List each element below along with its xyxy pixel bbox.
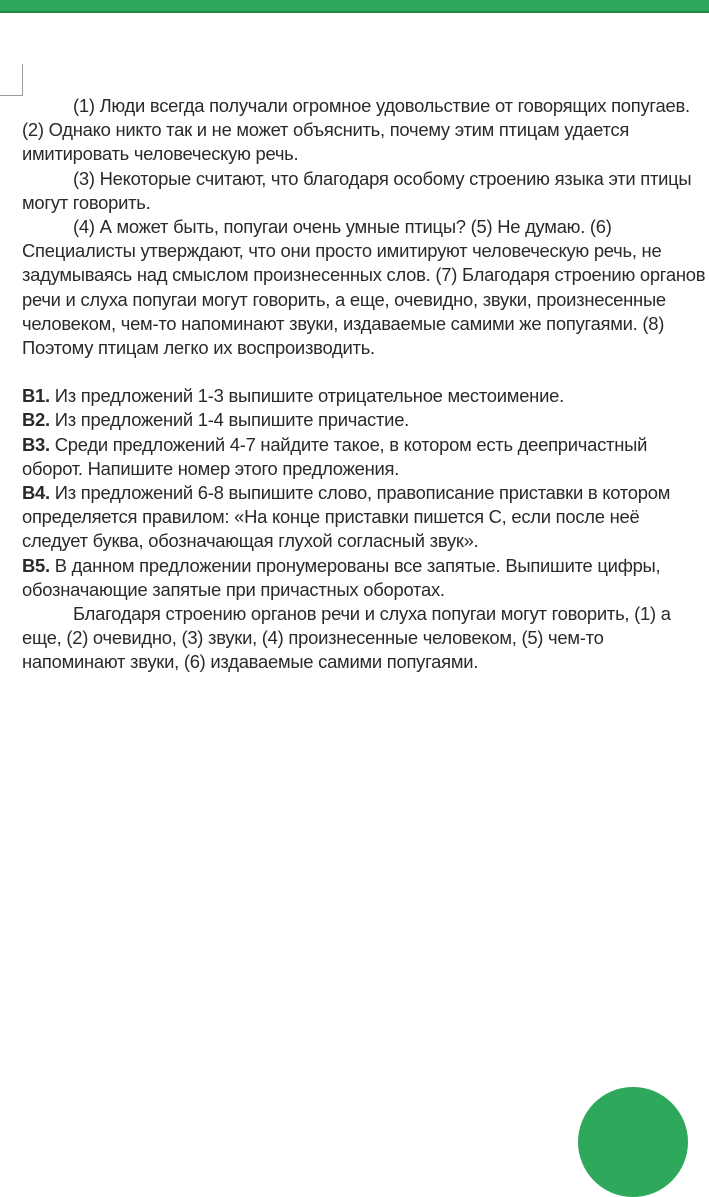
text-paragraph-2: (3) Некоторые считают, что благодаря особому строению языка эти птицы могут говорить.: [22, 167, 692, 213]
task-b1-text: Из предложений 1-3 выпишите отрицательное местоимение.: [54, 385, 564, 407]
task-b3-text: Среди предложений 4-7 найдите такое, в котором есть деепричастный оборот. Напишите номер этого предложения.: [22, 433, 648, 479]
task-b5-sentence: Благодаря строению органов речи и слуха попугаи могут говорить, (1) а еще, (2) очевидно, (3) звуки, (4) произнесенные человеком, (5) чем-то напоминают звуки, (6) издаваемые самими попугаями.: [22, 603, 671, 673]
task-b4-label: В4.: [22, 482, 50, 504]
floating-action-button[interactable]: [578, 1087, 688, 1197]
section-gap: [22, 360, 706, 384]
task-b2-text: Из предложений 1-4 выпишите причастие.: [54, 409, 410, 431]
page-corner-mark: [0, 64, 23, 96]
text-paragraph-3: (4) А может быть, попугаи очень умные птицы? (5) Не думаю. (6) Специалисты утверждают, что они просто имитируют человеческую речь, не задумываясь над смыслом произнесенных слов. (7) Благодаря строению органов речи и слуха попугаи могут говорить, а еще, очевидно, звуки, произнесенные человеком, чем-то напоминают звуки, издаваемые самими же попугаями. (8) Поэтому птицам легко их воспроизводить.: [22, 216, 706, 359]
top-accent-bar: [0, 0, 709, 13]
task-b1: [22, 384, 706, 408]
task-b5: [22, 554, 706, 602]
task-b4-text: Из предложений 6-8 выпишите слово, правописание приставки в котором определяется правилом: «На конце приставки пишется С, если после неё следует буква, обозначающая глухой согласный звук».: [22, 482, 671, 552]
task-b5-label: В5.: [22, 554, 50, 576]
task-b5-text: В данном предложении пронумерованы все запятые. Выпишите цифры, обозначающие запятые при причастных оборотах.: [22, 554, 661, 600]
task-b2-label: В2.: [22, 409, 50, 431]
task-b3-label: В3.: [22, 433, 50, 455]
task-b1-label: В1.: [22, 385, 50, 407]
text-paragraph-1: (1) Люди всегда получали огромное удовольствие от говорящих попугаев. (2) Однако никто так и не может объяснить, почему этим птицам удается имитировать человеческую речь.: [22, 95, 690, 165]
document-body: [22, 94, 706, 675]
task-b3: [22, 433, 706, 481]
task-b4: [22, 481, 706, 554]
task-b2: [22, 408, 706, 432]
